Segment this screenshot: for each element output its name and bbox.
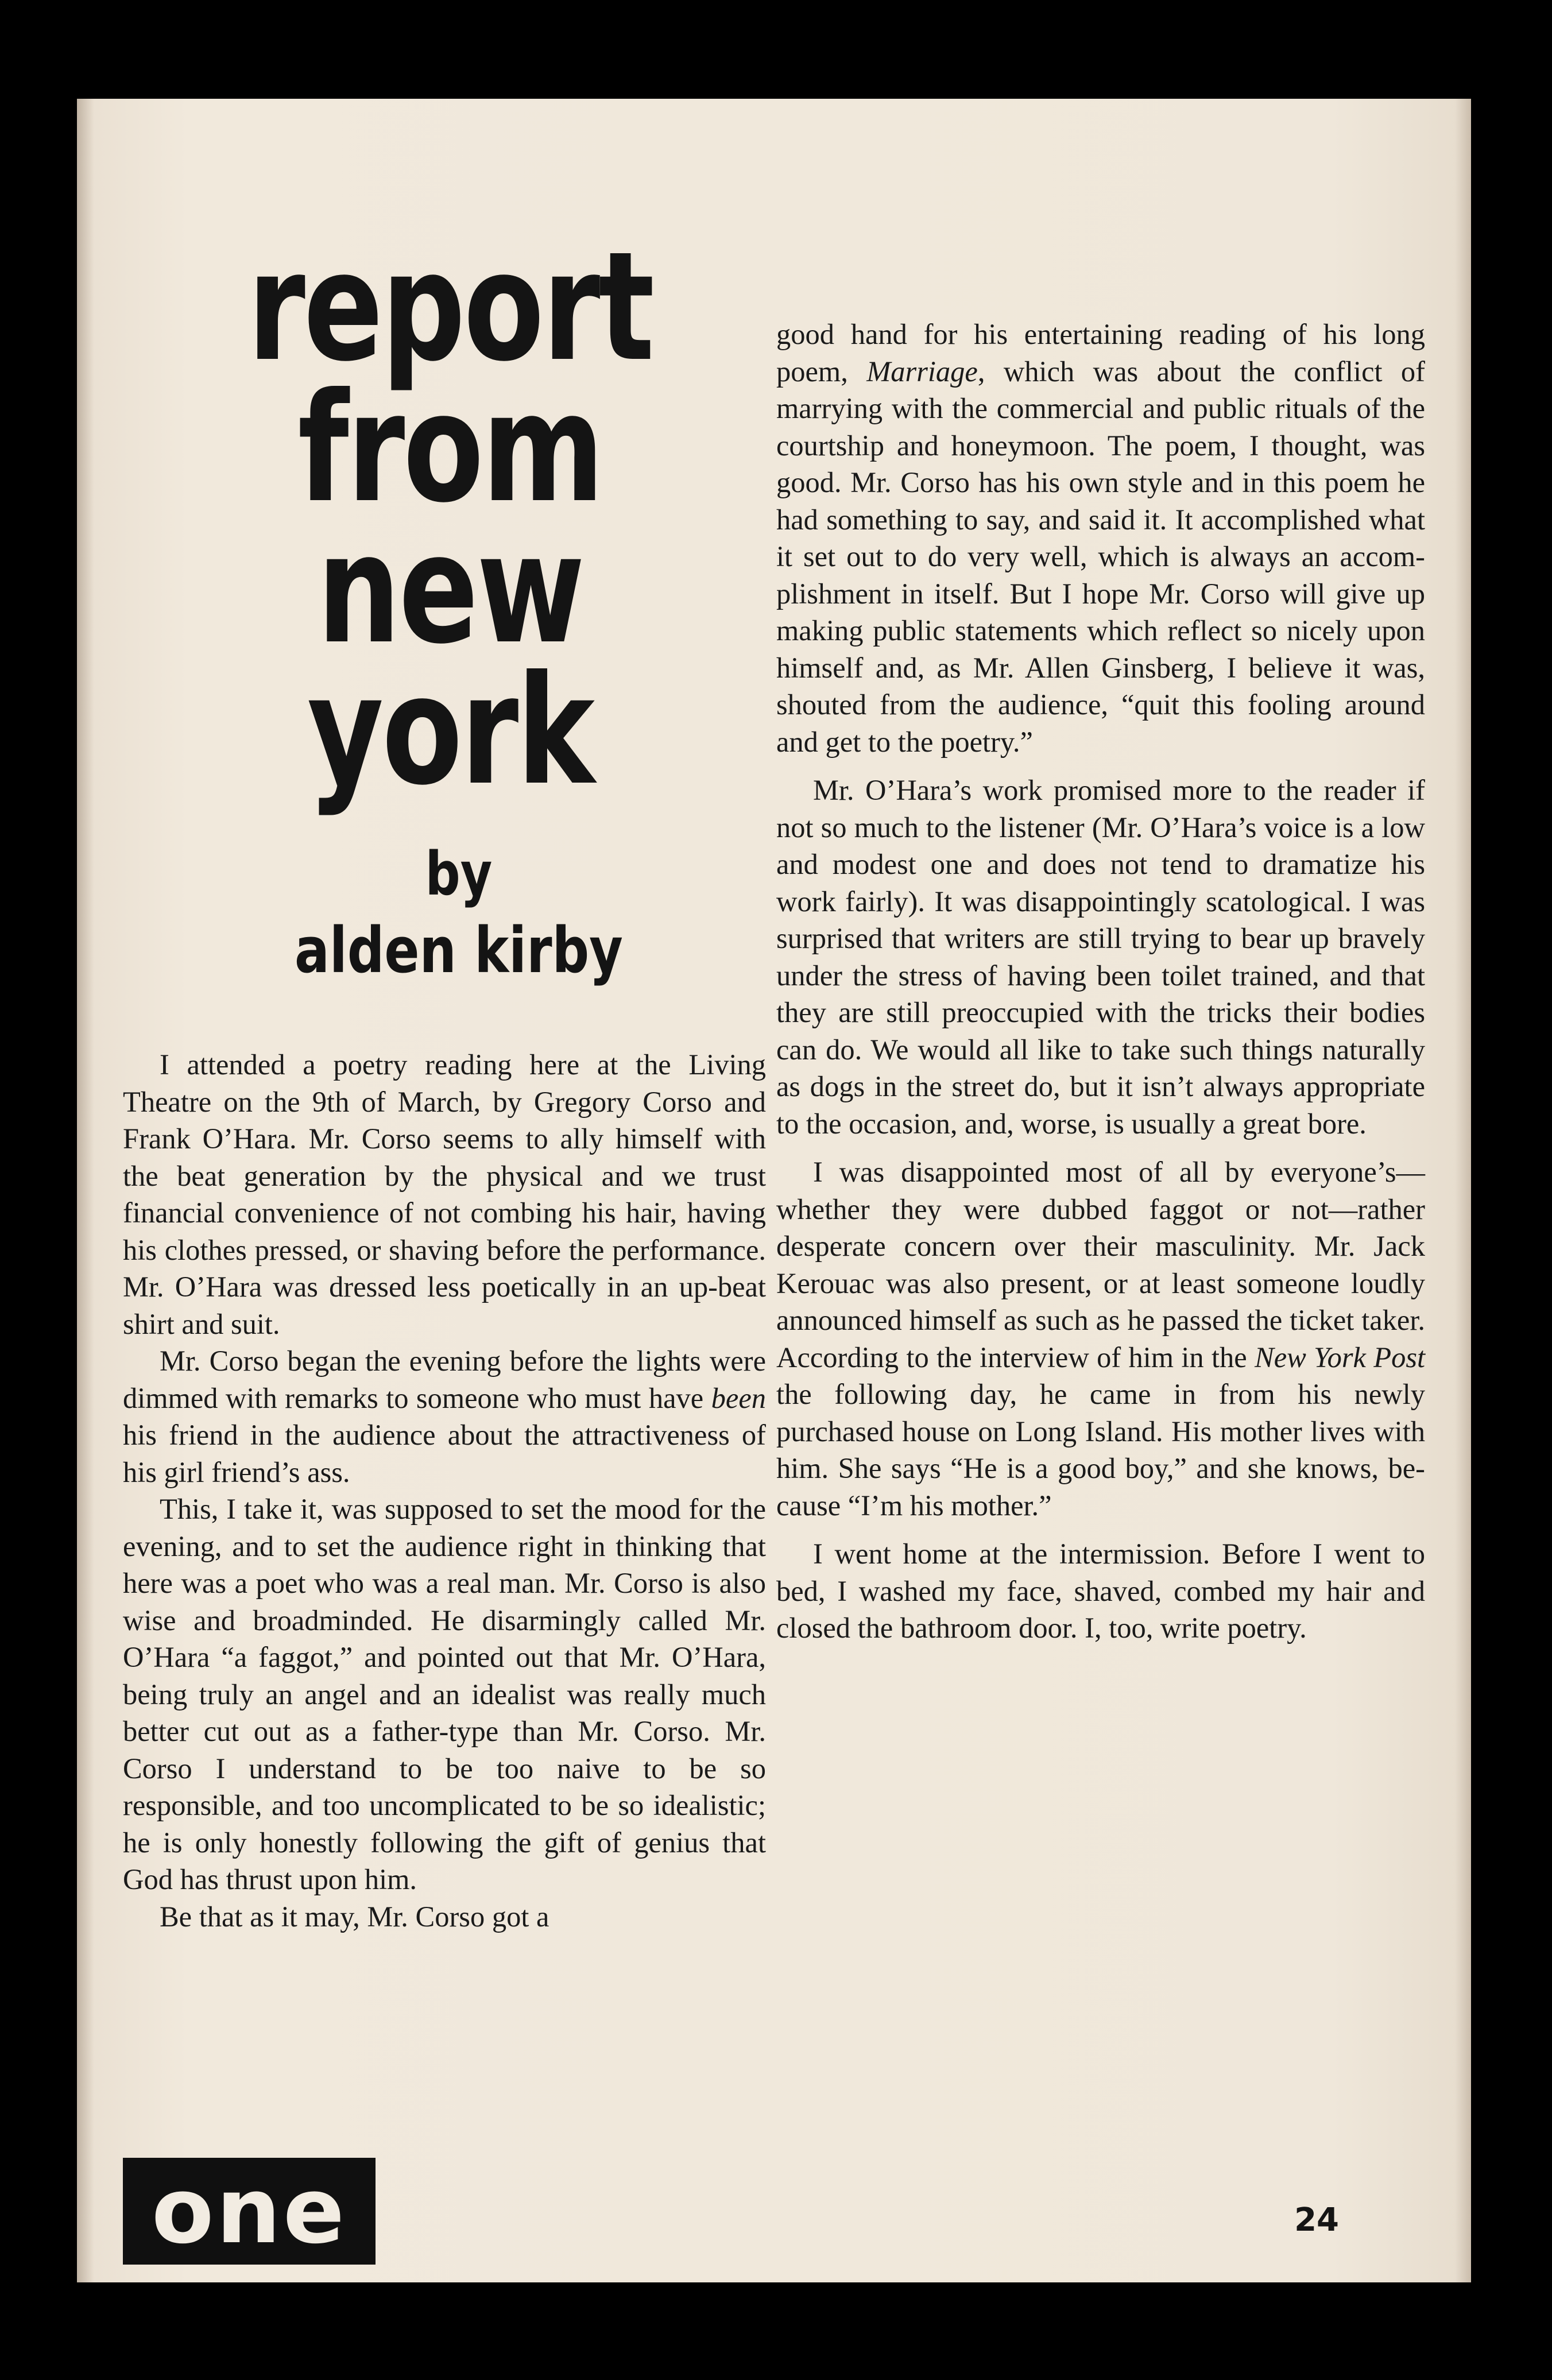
- right-text-column: [776, 316, 1425, 1647]
- left-paragraph-3: This, I take it, was supposed to set the mood for the evening, and to set the audience right in thinking that here was a poet who was a real man. Mr. Corso is also wise and broadminded. He disarmingly called Mr. O’Hara “a faggot,” and pointed out that Mr. O’Hara, being truly an angel and an idealist was really much better cut out as a father-type than Mr. Corso. Mr. Corso I understand to be too naive to be so responsible, and too uncomplicated to be so idealistic; he is only honestly following the gift of genius that God has thrust upon him.: [123, 1493, 766, 1895]
- left-paragraph-2-end: his friend in the audience about the attractiveness of his girl friend’s ass.: [123, 1419, 766, 1488]
- headline-line-1: report: [247, 219, 653, 394]
- article-headline: [111, 219, 789, 818]
- article-byline: [192, 839, 726, 988]
- headline-line-3: new york: [307, 502, 593, 818]
- magazine-page: [77, 99, 1471, 2282]
- page-right-edge: [1455, 99, 1471, 2282]
- magazine-logo: one: [123, 2158, 376, 2265]
- right-paragraph-2: Mr. O’Hara’s work promised more to the reader if not so much to the listener (Mr. O’Hara’s voice is a low and modest one and does not tend to dramatize his work fairly). It was disappointingly scatological. I was surprised that writers are still trying to bear up bravely under the stress of having been toilet trained, and that they are still preoccupied with the tricks their bodies can do. We would all like to take such things naturally as dogs in the street do, but it isn’t always appropriate to the occasion, and, worse, is usually a great bore.: [776, 774, 1425, 1140]
- left-paragraph-1: I attended a poetry reading here at the Living Theatre on the 9th of March, by Gregory Corso and Frank O’Hara. Mr. Corso seems to ally himself with the beat generation by the physical and we trust financial convenience of not combing his hair, having his clothes pressed, or shaving before the performance. Mr. O’Hara was dressed less poetically in an up-beat shirt and suit.: [123, 1048, 766, 1340]
- left-paragraph-2: [123, 1342, 766, 1491]
- right-paragraph-1-end: , which was about the conflict of marrying with the commercial and public rituals of the courtship and honeymoon. The poem, I thought, was good. Mr. Corso has his own style and in this poem he had something to say, and said it. It accomplished what it set out to do very well, which is always an accomplishment in itself. But I hope Mr. Corso will give up making public statements which reflect so nicely upon himself and, as Mr. Allen Ginsberg, I believe it was, shouted from the audience, “quit this fooling around and get to the poetry.”: [776, 355, 1425, 758]
- right-paragraph-3-start: I was disappointed most of all by everyone’s—whether they were dubbed faggot or not—rather desperate concern over their masculinity. Mr. Jack Kerouac was also present, or at least someone loudly announced himself as such as he passed the ticket taker. According to the interview of him in the: [776, 1156, 1425, 1373]
- right-paragraph-3-end: the following day, he came in from his newly purchased house on Long Island. His mother lives with him. She says “He is a good boy,” and she knows, because “I’m his mother.”: [776, 1378, 1425, 1522]
- page-number: 24: [1294, 2201, 1339, 2239]
- page-edge-shadow: [77, 99, 94, 2282]
- right-paragraph-4: I went home at the intermission. Before I went to bed, I washed my face, shaved, combed my hair and closed the bathroom door. I, too, write poetry.: [776, 1538, 1425, 1644]
- left-paragraph-2-start: Mr. Corso began the evening before the lights were dimmed with remarks to someone who must have: [123, 1345, 766, 1414]
- right-paragraph-1-start: good hand for his entertaining reading of his long poem,: [776, 318, 1425, 388]
- left-paragraph-4: Be that as it may, Mr. Corso got a: [160, 1900, 549, 1933]
- byline-author: alden kirby: [295, 914, 623, 987]
- left-paragraph-2-emphasis: been: [711, 1381, 766, 1414]
- right-paragraph-3-title: New York Post: [1255, 1341, 1426, 1373]
- headline-line-2: from: [297, 361, 603, 536]
- left-text-column: [123, 1046, 766, 1935]
- right-paragraph-1: [776, 316, 1425, 760]
- right-paragraph-1-title: Marriage: [866, 355, 978, 388]
- right-paragraph-3: [776, 1154, 1425, 1524]
- byline-by: by: [425, 839, 493, 909]
